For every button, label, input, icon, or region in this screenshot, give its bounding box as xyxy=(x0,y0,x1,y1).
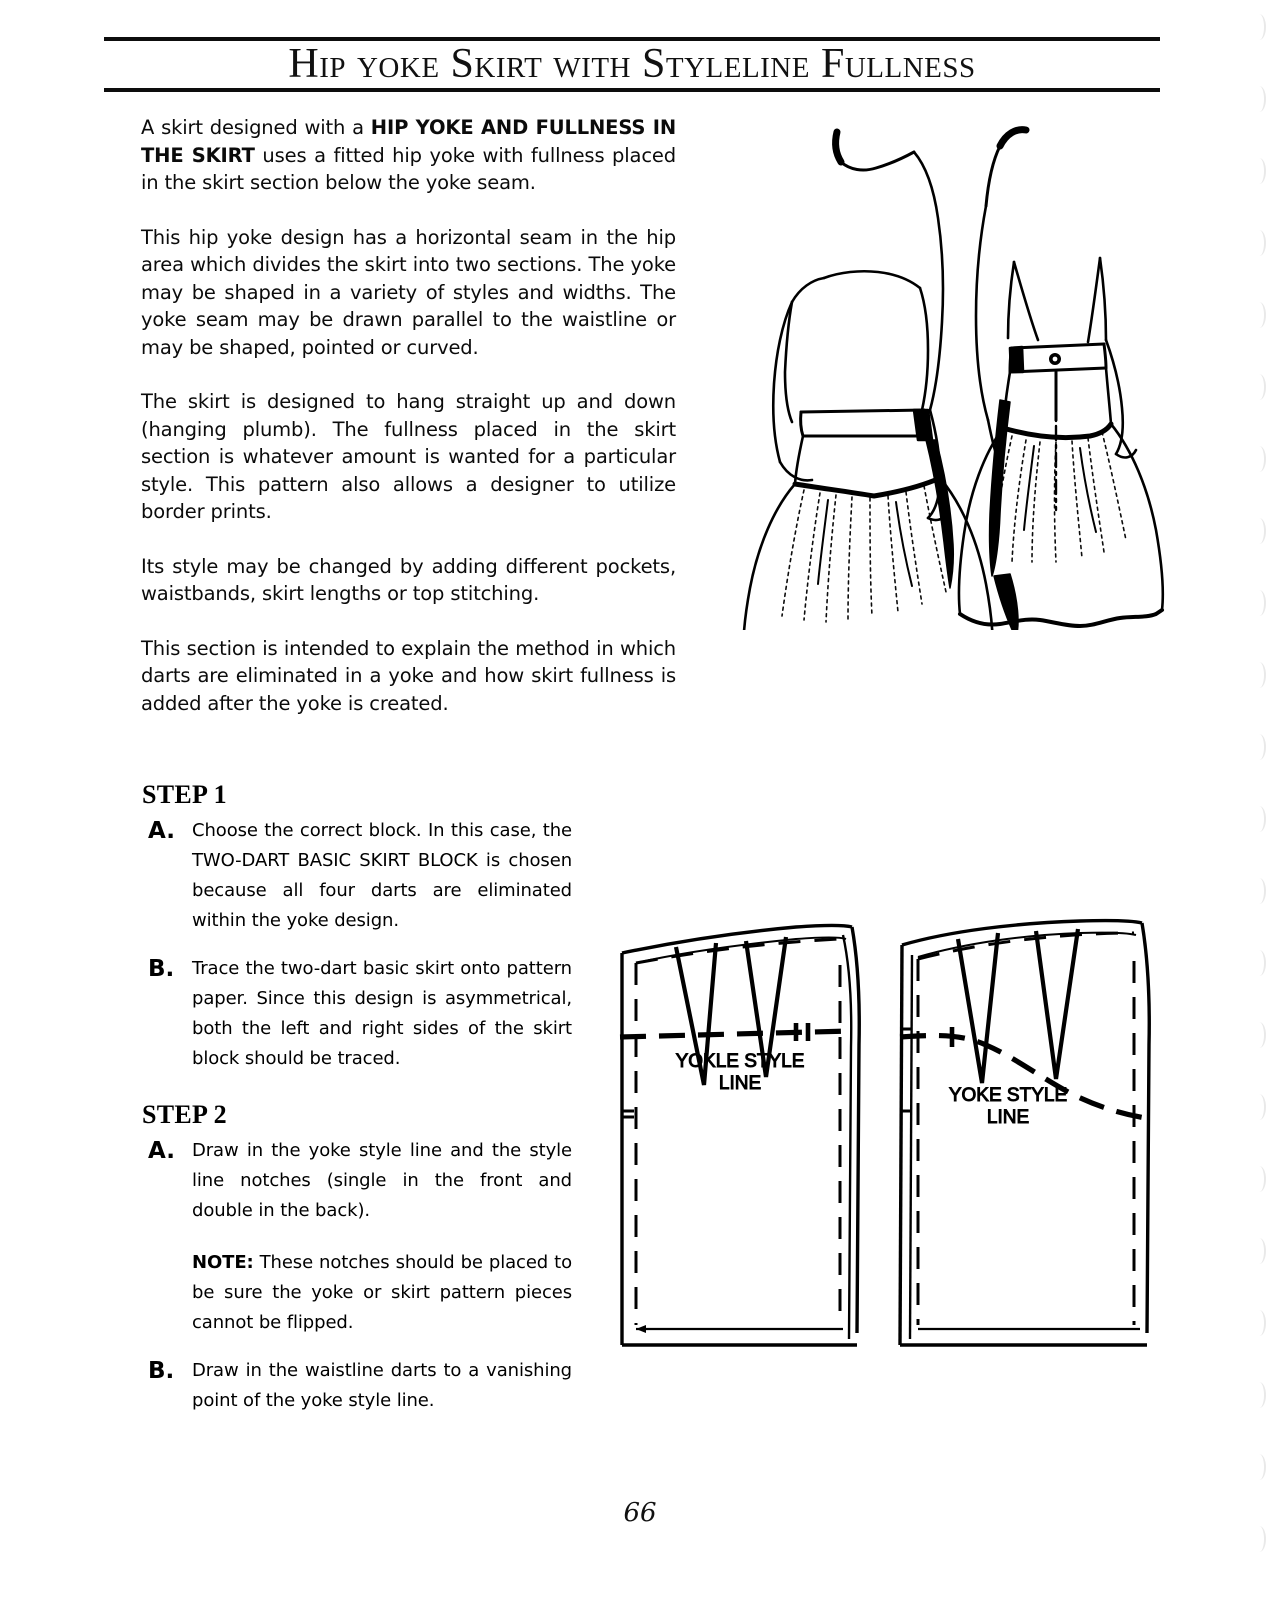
step-2-item-b xyxy=(142,1356,572,1416)
left-diagram-label-line1: YOKLE STYLE xyxy=(675,1051,805,1072)
binding-hole-mark xyxy=(1255,590,1266,616)
step-2-item-a-p1: Draw in the yoke style line and the style line notches (single in the front and double in the back). xyxy=(192,1140,572,1221)
step-2-item-a-body xyxy=(192,1136,572,1338)
intro-paragraph-3: The skirt is designed to hang straight up and down (hanging plumb). The fullness placed in the skirt section is whatever amount is wanted for a particular style. This pattern also allows a designer to utilize border prints. xyxy=(141,390,676,523)
intro-text-column xyxy=(141,114,676,717)
step-1-item-a-letter: A. xyxy=(148,818,175,844)
binding-hole-mark xyxy=(1255,86,1266,112)
binding-hole-mark xyxy=(1255,1166,1266,1192)
binding-hole-mark xyxy=(1255,1310,1266,1336)
binding-hole-mark xyxy=(1255,806,1266,832)
back-skirt-block xyxy=(620,926,859,1346)
step-2-item-b-p1: Draw in the waistline darts to a vanishing point of the yoke style line. xyxy=(192,1360,572,1411)
intro-paragraph-4: Its style may be changed by adding different pockets, waistbands, skirt lengths or top stitching. xyxy=(141,554,676,605)
step-1-item-b-p1: Trace the two-dart basic skirt onto pattern paper. Since this design is asymmetrical, both the left and right sides of the skirt block should be traced. xyxy=(192,958,572,1069)
binding-hole-mark xyxy=(1255,878,1266,904)
binding-hole-mark xyxy=(1255,518,1266,544)
note-prefix: NOTE: xyxy=(192,1252,254,1273)
step-1-item-b-letter: B. xyxy=(148,956,175,982)
intro-p1-lead: A skirt designed with a xyxy=(141,116,371,139)
pattern-diagram-group xyxy=(600,905,1170,1365)
binding-hole-mark xyxy=(1255,1238,1266,1264)
spiral-binding-marks xyxy=(1246,0,1272,1600)
binding-hole-mark xyxy=(1255,1022,1266,1048)
step-2-item-a xyxy=(142,1136,572,1338)
step-1-item-a xyxy=(142,816,572,936)
binding-hole-mark xyxy=(1255,374,1266,400)
intro-p1-bold: HIP YOKE AND FULLNESS IN THE SKIRT xyxy=(141,116,676,167)
header-rule-bottom xyxy=(104,88,1160,92)
step-2-heading: STEP 2 xyxy=(142,1100,227,1129)
intro-paragraph-5: This section is intended to explain the method in which darts are eliminated in a yoke and how skirt fullness is added after the yoke is created. xyxy=(141,636,676,715)
note-text: These notches should be placed to be sure the yoke or skirt pattern pieces cannot be flipped. xyxy=(192,1252,572,1333)
binding-hole-mark xyxy=(1255,662,1266,688)
binding-hole-mark xyxy=(1255,1094,1266,1120)
front-view-hip-yoke-skirt xyxy=(743,132,993,630)
fashion-illustration-group xyxy=(700,110,1180,630)
step-1-item-b-body xyxy=(192,954,572,1074)
binding-hole-mark xyxy=(1255,230,1266,256)
binding-hole-mark xyxy=(1255,158,1266,184)
binding-hole-mark xyxy=(1255,14,1266,40)
double-notch-marks xyxy=(796,1023,808,1041)
left-diagram-label-line2: LINE xyxy=(718,1073,762,1094)
binding-hole-mark xyxy=(1255,446,1266,472)
binding-hole-mark xyxy=(1255,950,1266,976)
binding-hole-mark xyxy=(1255,1526,1266,1552)
page-title: Hip yoke Skirt with Styleline Fullness xyxy=(288,41,976,87)
intro-p1-rest: uses a fitted hip yoke with fullness placed in the skirt section below the yoke seam. xyxy=(141,143,676,194)
step-2-item-b-letter: B. xyxy=(148,1358,175,1384)
intro-paragraph-1 xyxy=(141,114,676,197)
back-view-hip-yoke-skirt xyxy=(959,130,1163,630)
page-number: 66 xyxy=(623,1498,657,1528)
right-diagram-label-line2: LINE xyxy=(986,1107,1030,1128)
step-2-item-a-note xyxy=(192,1248,572,1338)
step-1-item-a-body xyxy=(192,816,572,936)
intro-paragraph-2: This hip yoke design has a horizontal seam in the hip area which divides the skirt into two sections. The yoke may be shaped in a variety of styles and widths. The yoke seam may be drawn parallel to the waistline or may be shaped, pointed or curved. xyxy=(141,225,676,359)
step-1-heading: STEP 1 xyxy=(142,780,227,809)
step-2-item-b-body xyxy=(192,1356,572,1416)
right-diagram-label-line1: YOKE STYLE xyxy=(948,1085,1068,1106)
binding-hole-mark xyxy=(1255,734,1266,760)
binding-hole-mark xyxy=(1255,1454,1266,1480)
page-header xyxy=(104,30,1160,94)
step-2-item-a-letter: A. xyxy=(148,1138,175,1164)
step-1-item-b xyxy=(142,954,572,1074)
step-1-item-a-p1: Choose the correct block. In this case, the TWO-DART BASIC SKIRT BLOCK is chosen because all four darts are eliminated within the yoke design. xyxy=(192,820,572,931)
steps-column xyxy=(142,780,572,1434)
front-skirt-block xyxy=(900,921,1152,1345)
binding-hole-mark xyxy=(1255,302,1266,328)
binding-hole-mark xyxy=(1255,1382,1266,1408)
